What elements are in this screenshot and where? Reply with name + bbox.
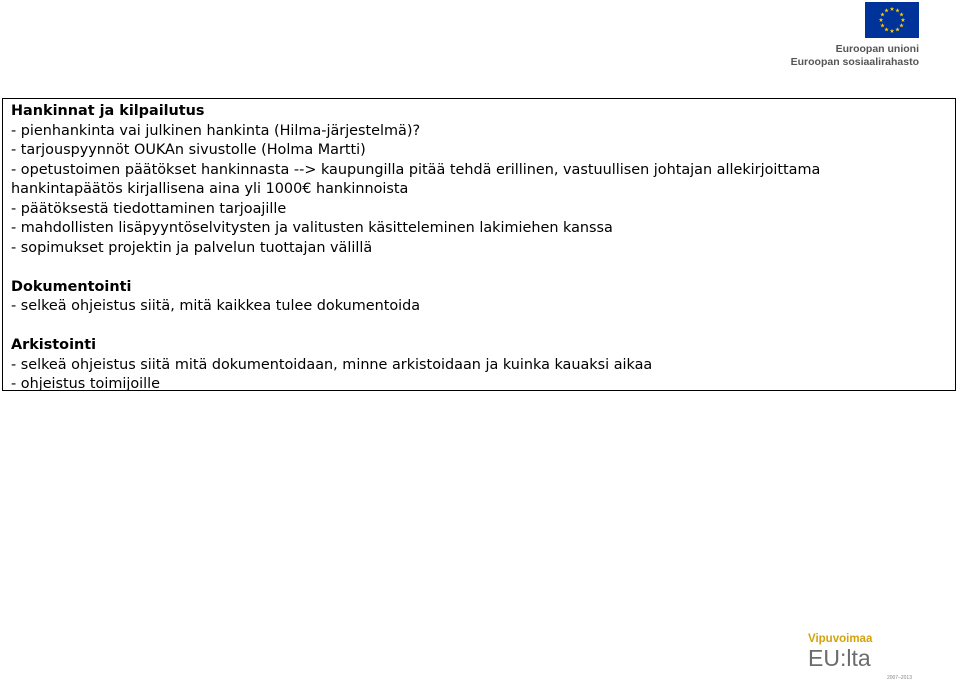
list-item: - ohjeistus toimijoille <box>11 376 160 392</box>
eu-star-icon <box>879 18 883 22</box>
spacer <box>11 317 947 337</box>
eu-star-icon <box>901 18 905 22</box>
section-arkistointi <box>11 336 947 395</box>
eu-star-icon <box>899 12 903 16</box>
section-hankinnat <box>11 102 947 258</box>
eu-logo-line1: Euroopan unioni <box>835 43 919 55</box>
section-title: Arkistointi <box>11 337 97 353</box>
spacer <box>11 258 947 278</box>
eu-star-icon <box>890 7 894 11</box>
eu-star-icon <box>895 8 899 12</box>
eu-logo-line2: Euroopan sosiaalirahasto <box>790 56 919 68</box>
eu-star-icon <box>884 27 888 31</box>
list-item: - mahdollisten lisäpyyntöselvitysten ja valitusten käsitteleminen lakimiehen kanssa <box>11 220 613 236</box>
section-title: Dokumentointi <box>11 278 132 295</box>
content-box <box>2 98 956 391</box>
list-item: - selkeä ohjeistus siitä mitä dokumentoidaan, minne arkistoidaan ja kuinka kauaksi aikaa <box>11 356 653 373</box>
vipuvoimaa-logo-brand: EU:lta <box>808 645 871 671</box>
list-item: hankintapäätös kirjallisena aina yli 1000€ hankinnoista <box>11 181 409 197</box>
section-title: Hankinnat ja kilpailutus <box>11 103 205 119</box>
list-item: - sopimukset projektin ja palvelun tuottajan välillä <box>11 239 373 256</box>
section-dokumentointi <box>11 278 947 317</box>
eu-star-icon <box>884 8 888 12</box>
vipuvoimaa-logo <box>808 633 912 681</box>
eu-star-icon <box>895 27 899 31</box>
list-item: - pienhankinta vai julkinen hankinta (Hilma-järjestelmä)? <box>11 122 421 139</box>
list-item: - päätöksestä tiedottaminen tarjoajille <box>11 200 287 217</box>
list-item: - tarjouspyynnöt OUKAn sivustolle (Holma Martti) <box>11 142 366 158</box>
eu-star-icon <box>880 12 884 16</box>
eu-star-icon <box>890 29 894 33</box>
list-item: - selkeä ohjeistus siitä, mitä kaikkea tulee dokumentoida <box>11 298 421 314</box>
eu-flag-icon <box>865 2 919 38</box>
eu-star-icon <box>880 23 884 27</box>
eu-star-icon <box>899 23 903 27</box>
vipuvoimaa-logo-years: 2007–2013 <box>886 675 912 681</box>
vipuvoimaa-logo-title: Vipuvoimaa <box>808 633 873 645</box>
list-item: - opetustoimen päätökset hankinnasta --> kaupungilla pitää tehdä erillinen, vastuullisen johtajan allekirjoittama <box>11 161 821 178</box>
eu-logo <box>790 2 919 70</box>
